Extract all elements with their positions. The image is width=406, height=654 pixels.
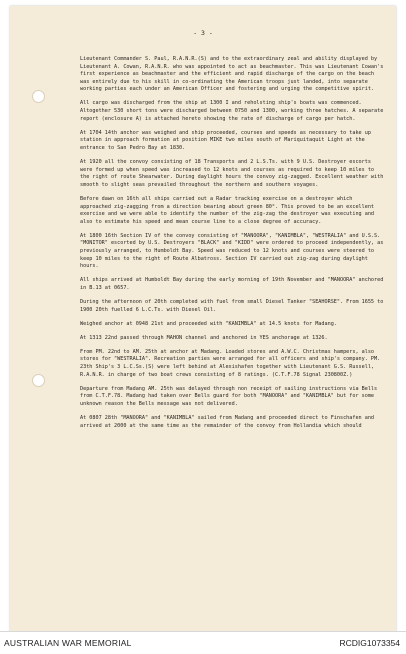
- document-body: [80, 56, 385, 437]
- paragraph: During the afternoon of 20th completed with fuel from small Diesel Tanker "SEAHORSE". From 1655 to 1900 20th fuelled 6 L.C.Ts. with Diesel Oil.: [80, 298, 384, 313]
- paragraph: At 1920 all the convoy consisting of 18 Transports and 2 L.S.Ts. with 9 U.S. Destroyer escorts were formed up when speed was increased to 12 knots and courses as required to keep 10 miles to the right of route Shearwater. During daylight hours the convoy zig-zagged. Excellent weather with smooth to slight seas prevailed throughout the northern and southern voyages.: [80, 159, 384, 188]
- paragraph: At 0807 28th "MANOORA" and "KANIMBLA" sailed from Madang and proceeded direct to Finschafen and arrived at 2000 at the same time as the remainder of the convoy from Hollandia which should: [80, 414, 375, 429]
- archive-footer: [0, 631, 406, 654]
- paragraph: All cargo was discharged from the ship at 1300 I and reholsting ship's boats was commenced. Altogether 530 short tons were discharged between 0750 and 1300, working three hatches. A separate report (enclosure A) is attached hereto showing the rate of discharge of cargo per hatch.: [80, 100, 384, 122]
- punch-hole: [32, 90, 45, 103]
- page-number: - 3 -: [193, 29, 213, 37]
- archive-source: AUSTRALIAN WAR MEMORIAL: [4, 638, 132, 648]
- paragraph: At 1313 22nd passed through MAHON channel and anchored in YES anchorage at 1326.: [80, 334, 328, 341]
- paragraph: Departure from Madang AM. 25th was delayed through non receipt of sailing instructions via Bells from C.T.F.78. Madang had taken over Bells guard for both "MANOORA" and "KANIMBLA" but for some unknown reason the Bells message was not delivered.: [80, 385, 378, 407]
- paragraph: Before dawn on 16th all ships carried out a Radar tracking exercise on a destroyer which approached zig-zagging from a direction bearing about green 80°. This proved to be an excellent exercise and we were able to identify the number of the zig-zag the destroyer was executing and also to estimate his speed and mean course line to a close degree of accuracy.: [80, 195, 375, 225]
- paragraph: Weighed anchor at 0948 21st and proceeded with "KANIMBLA" at 14.5 knots for Madang.: [80, 320, 337, 327]
- paragraph: All ships arrived at Humboldt Bay during the early morning of 19th November and "MANOORA" anchored in B.13 at 0657.: [80, 277, 384, 291]
- archive-reference: RCDIG1073354: [339, 638, 400, 648]
- punch-hole: [32, 374, 45, 387]
- paragraph: Lieutenant Commander S. Paul, R.A.N.R.(S) and to the extraordinary zeal and ability displayed by Lieutenant A. Cowan, R.A.N.R. who was appointed to act as beachmaster. This was Lieutenant Cowan's first experience as beachmaster and the efficient and rapid discharge of the cargo on the beach was entirely due to his skill in co-ordinating the American troops just landed, into separate working parties each under an American Officer and fostering and urging the competitive spirit.: [80, 56, 384, 93]
- paragraph: From PM. 22nd to AM. 25th at anchor at Madang. Loaded stores and A.W.C. Christmas hampers, also stores for "WESTRALIA". Recreation parties were arranged for all officers and ship's company. PM. 23th Ship's 3 L.C.Ss.(S) were left behind at Alexishafen together with Lieutenant G.S. Russell, R.A.N.R. in charge of two boat crews consisting of 8 ratings. (C.T.F.78 Signal 230800Z.): [80, 348, 381, 378]
- paragraph: At 1704 14th anchor was weighed and ship proceeded, courses and speeds as necessary to take up station in approach formation at position MIKE two miles south of Mariquitaquit Light at the entrance to San Pedro Bay at 1830.: [80, 129, 371, 151]
- paragraph: At 1800 16th Section IV of the convoy consisting of "MANOORA", "KANIMBLA", "WESTRALIA" and U.S.S. "MONITOR" escorted by U.S. Destroyers "BLACK" and "KIDD" were ordered to proceed independently, as previously arranged, to Humboldt Bay. Speed was reduced to 12 knots and courses were steered to keep 10 miles to the right of Route Albatross. Section IV carried out zig-zag during daylight hours.: [80, 232, 384, 270]
